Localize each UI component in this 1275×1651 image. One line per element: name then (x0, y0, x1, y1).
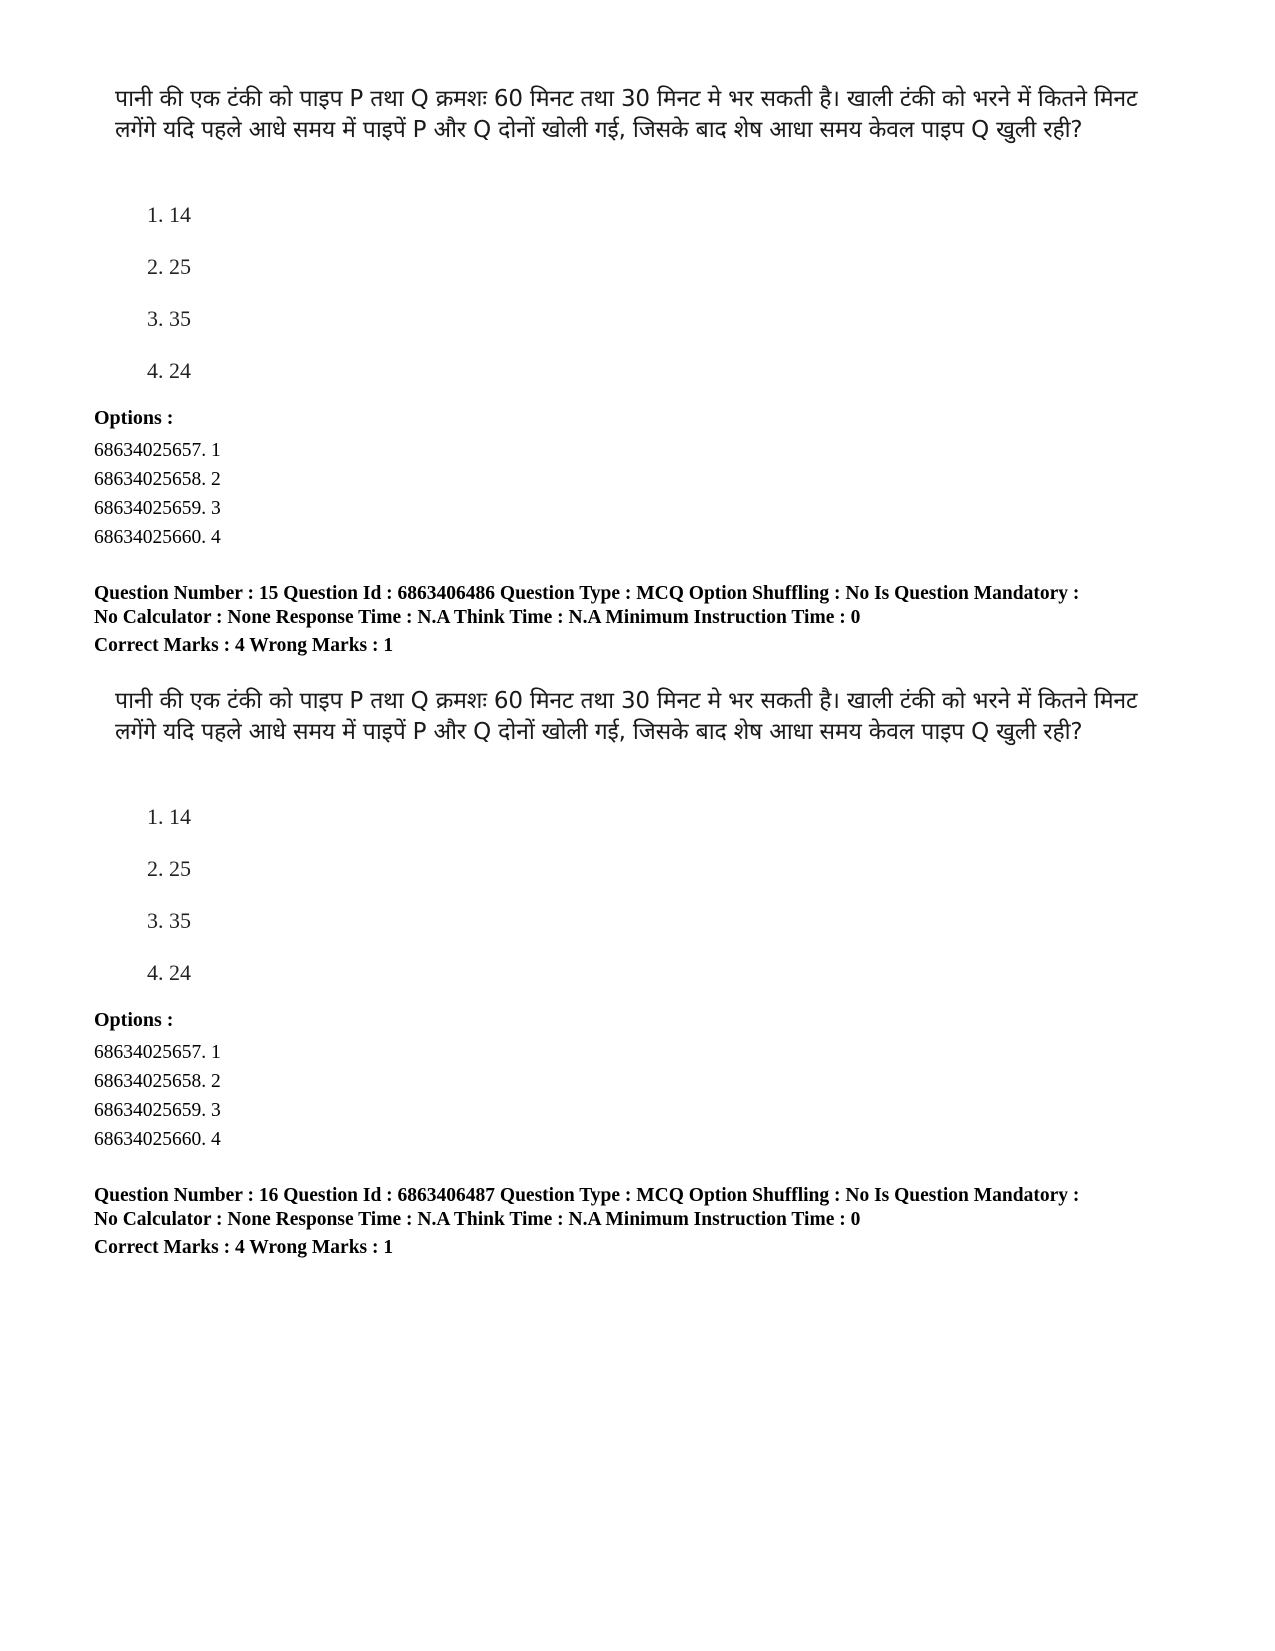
choice-item: 3. 35 (147, 306, 191, 331)
marks-line: Correct Marks : 4 Wrong Marks : 1 (94, 635, 394, 656)
question-image-1 (115, 84, 1175, 383)
meta-line-2: No Calculator : None Response Time : N.A Think Time : N.A Minimum Instruction Time : 0 (94, 607, 861, 628)
choice-item: 2. 25 (147, 856, 191, 881)
meta-line-1: Question Number : 16 Question Id : 6863406487 Question Type : MCQ Option Shuffling : No Is Question Mandatory : (94, 1185, 1080, 1206)
option-row: 68634025658. 2 (94, 1071, 221, 1092)
meta-line-1: Question Number : 15 Question Id : 6863406486 Question Type : MCQ Option Shuffling : No Is Question Mandatory : (94, 583, 1080, 604)
options-label: Options : (94, 407, 174, 429)
choice-item: 1. 14 (147, 202, 191, 227)
question-text: पानी की एक टंकी को पाइप P तथा Q क्रमशः 60 मिनट तथा 30 मिनट मे भर सकती है। खाली टंकी को भरने में कितने मिनट लगेंगे यदि पहले आधे समय में पाइपें P और Q दोनों खोली गई, जिसके बाद शेष आधा समय केवल पाइप Q खुली रही? (115, 86, 1138, 143)
question-meta-15 (94, 582, 1214, 658)
options-block-2 (94, 1009, 221, 1154)
option-row: 68634025660. 4 (94, 527, 221, 548)
choice-item: 1. 14 (147, 804, 191, 829)
options-block-1 (94, 407, 221, 552)
choice-item: 4. 24 (147, 960, 191, 985)
option-row: 68634025659. 3 (94, 1100, 221, 1121)
question-text: पानी की एक टंकी को पाइप P तथा Q क्रमशः 60 मिनट तथा 30 मिनट मे भर सकती है। खाली टंकी को भरने में कितने मिनट लगेंगे यदि पहले आधे समय में पाइपें P और Q दोनों खोली गई, जिसके बाद शेष आधा समय केवल पाइप Q खुली रही? (115, 688, 1138, 745)
choice-item: 3. 35 (147, 908, 191, 933)
option-row: 68634025659. 3 (94, 498, 221, 519)
option-row: 68634025657. 1 (94, 440, 221, 461)
choice-item: 2. 25 (147, 254, 191, 279)
marks-line: Correct Marks : 4 Wrong Marks : 1 (94, 1237, 394, 1258)
meta-line-2: No Calculator : None Response Time : N.A Think Time : N.A Minimum Instruction Time : 0 (94, 1209, 861, 1230)
option-row: 68634025658. 2 (94, 469, 221, 490)
question-meta-16 (94, 1184, 1214, 1260)
options-label: Options : (94, 1009, 174, 1031)
option-row: 68634025660. 4 (94, 1129, 221, 1150)
option-row: 68634025657. 1 (94, 1042, 221, 1063)
choice-item: 4. 24 (147, 358, 191, 383)
question-image-2 (115, 686, 1175, 985)
